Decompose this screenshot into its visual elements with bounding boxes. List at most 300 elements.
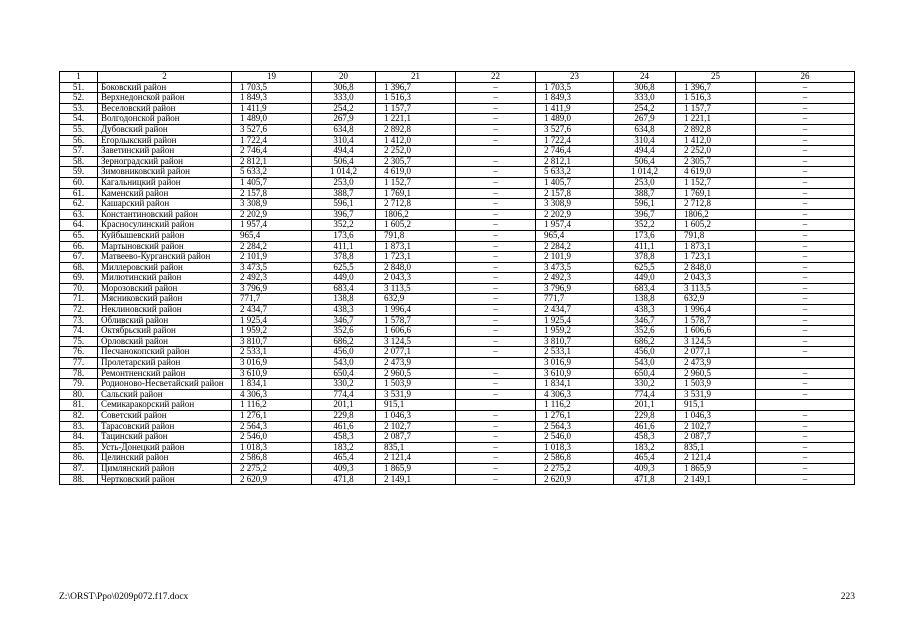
table-cell: 1 221,1	[676, 114, 756, 125]
table-cell: 52.	[60, 93, 98, 104]
table-cell: 411,1	[312, 241, 376, 252]
table-cell: 201,1	[312, 400, 376, 411]
table-cell: 2 492,3	[232, 273, 312, 284]
table-row	[60, 421, 855, 432]
table-cell: 346,7	[312, 315, 376, 326]
table-cell	[456, 358, 536, 369]
table-cell: 3 810,7	[232, 336, 312, 347]
table-cell: 1 996,4	[376, 305, 456, 316]
table-cell: 1 834,1	[232, 379, 312, 390]
table-cell: 1 411,9	[232, 103, 312, 114]
table-cell: –	[456, 283, 536, 294]
table-cell: 4 619,0	[376, 167, 456, 178]
table-cell: 78.	[60, 368, 98, 379]
table-cell: 915,1	[376, 400, 456, 411]
table-cell: 409,3	[312, 463, 376, 474]
table-cell: 2 546,0	[232, 432, 312, 443]
table-cell: 650,4	[312, 368, 376, 379]
table-cell: –	[456, 252, 536, 263]
table-cell: 1 276,1	[536, 411, 614, 422]
table-header-row	[60, 72, 855, 83]
table-cell: –	[456, 315, 536, 326]
table-cell: –	[756, 326, 855, 337]
table-cell: 1 723,1	[676, 252, 756, 263]
table-cell: 330,2	[614, 379, 676, 390]
table-cell: 2 960,5	[376, 368, 456, 379]
table-cell: –	[456, 220, 536, 231]
table-cell: 2 284,2	[232, 241, 312, 252]
district-name-cell: Волгодонской район	[98, 114, 232, 125]
table-body	[60, 72, 855, 485]
table-cell: –	[756, 156, 855, 167]
table-row	[60, 230, 855, 241]
table-cell: 54.	[60, 114, 98, 125]
table-cell: 3 796,9	[536, 283, 614, 294]
table-row	[60, 167, 855, 178]
table-cell: 4 306,3	[232, 389, 312, 400]
table-cell: 1 578,7	[676, 315, 756, 326]
table-cell: 61.	[60, 188, 98, 199]
table-cell: 84.	[60, 432, 98, 443]
header-cell: 26	[756, 72, 855, 83]
table-cell: 1 396,7	[676, 82, 756, 93]
table-cell: 60.	[60, 177, 98, 188]
table-cell: 267,9	[312, 114, 376, 125]
table-cell: 73.	[60, 315, 98, 326]
table-cell: 1 925,4	[536, 315, 614, 326]
table-cell: 388,7	[312, 188, 376, 199]
table-cell: 87.	[60, 463, 98, 474]
table-cell: 51.	[60, 82, 98, 93]
table-cell: 2 121,4	[676, 453, 756, 464]
table-cell: 2 746,4	[536, 146, 614, 157]
table-cell: –	[456, 156, 536, 167]
district-name-cell: Ремонтненский район	[98, 368, 232, 379]
table-cell: 1 157,7	[376, 103, 456, 114]
district-name-cell: Заветинский район	[98, 146, 232, 157]
table-cell: 2 043,3	[676, 273, 756, 284]
table-cell: 1 014,2	[312, 167, 376, 178]
table-cell: 458,3	[312, 432, 376, 443]
table-cell: –	[456, 273, 536, 284]
table-cell: 2 077,1	[376, 347, 456, 358]
table-cell: 683,4	[312, 283, 376, 294]
table-row	[60, 305, 855, 316]
district-name-cell: Дубовский район	[98, 124, 232, 135]
table-cell: –	[456, 379, 536, 390]
table-cell: –	[456, 241, 536, 252]
table-cell: 1 018,3	[536, 442, 614, 453]
table-row	[60, 114, 855, 125]
table-cell: 634,8	[614, 124, 676, 135]
table-row	[60, 389, 855, 400]
table-cell	[456, 400, 536, 411]
table-cell: 686,2	[312, 336, 376, 347]
table-cell: 1 503,9	[376, 379, 456, 390]
table-cell: 59.	[60, 167, 98, 178]
table-cell: 3 016,9	[536, 358, 614, 369]
table-cell: 2 564,3	[232, 421, 312, 432]
table-cell: 1 996,4	[676, 305, 756, 316]
table-cell: 62.	[60, 199, 98, 210]
district-name-cell: Верхнедонской район	[98, 93, 232, 104]
table-cell: 2 087,7	[376, 432, 456, 443]
table-cell: 2 620,9	[232, 474, 312, 485]
table-cell: –	[756, 188, 855, 199]
table-cell: 1 276,1	[232, 411, 312, 422]
table-cell: 333,0	[312, 93, 376, 104]
table-cell: 3 124,5	[376, 336, 456, 347]
table-cell: 1 959,2	[536, 326, 614, 337]
table-cell: –	[456, 442, 536, 453]
table-row	[60, 294, 855, 305]
district-name-cell: Сальский район	[98, 389, 232, 400]
district-name-cell: Цимлянский район	[98, 463, 232, 474]
table-cell: 1 723,1	[376, 252, 456, 263]
table-row	[60, 453, 855, 464]
table-cell: 494,4	[614, 146, 676, 157]
table-cell: 2 960,5	[676, 368, 756, 379]
header-cell: 23	[536, 72, 614, 83]
table-cell: 449,0	[312, 273, 376, 284]
table-cell: 1 769,1	[676, 188, 756, 199]
table-row	[60, 463, 855, 474]
table-cell: 506,4	[614, 156, 676, 167]
table-cell: 625,5	[312, 262, 376, 273]
table-cell: 330,2	[312, 379, 376, 390]
table-cell: 2 812,1	[232, 156, 312, 167]
table-cell: –	[756, 82, 855, 93]
table-cell: 396,7	[312, 209, 376, 220]
table-cell: 306,8	[312, 82, 376, 93]
table-cell: 791,8	[376, 230, 456, 241]
district-name-cell: Мартыновский район	[98, 241, 232, 252]
table-cell: 2 305,7	[376, 156, 456, 167]
table-cell: 3 113,5	[676, 283, 756, 294]
table-row	[60, 220, 855, 231]
table-cell: 352,2	[614, 220, 676, 231]
table-cell: –	[456, 336, 536, 347]
table-cell: 2 546,0	[536, 432, 614, 443]
table-cell: 229,8	[312, 411, 376, 422]
table-cell: 74.	[60, 326, 98, 337]
table-cell: 1 722,4	[232, 135, 312, 146]
district-name-cell: Зерноградский район	[98, 156, 232, 167]
table-cell: 2 586,8	[536, 453, 614, 464]
table-cell: 835,1	[676, 442, 756, 453]
table-cell: 229,8	[614, 411, 676, 422]
table-cell: –	[456, 421, 536, 432]
table-cell: –	[756, 114, 855, 125]
district-name-cell: Матвеево-Курганский район	[98, 252, 232, 263]
table-cell: 438,3	[312, 305, 376, 316]
table-cell: 64.	[60, 220, 98, 231]
table-cell: 378,8	[312, 252, 376, 263]
table-cell: –	[756, 368, 855, 379]
district-name-cell: Каменский район	[98, 188, 232, 199]
table-cell: 456,0	[614, 347, 676, 358]
table-cell: 458,3	[614, 432, 676, 443]
table-row	[60, 82, 855, 93]
table-cell: 183,2	[614, 442, 676, 453]
table-cell: 1 516,3	[376, 93, 456, 104]
table-cell: 3 016,9	[232, 358, 312, 369]
district-name-cell: Егорлыкский район	[98, 135, 232, 146]
table-cell: –	[456, 167, 536, 178]
table-cell: 2 252,0	[376, 146, 456, 157]
table-cell: 2 492,3	[536, 273, 614, 284]
district-name-cell: Тарасовский район	[98, 421, 232, 432]
table-cell: 1 957,4	[536, 220, 614, 231]
table-cell: –	[756, 379, 855, 390]
table-cell: –	[756, 241, 855, 252]
table-cell: 2 434,7	[232, 305, 312, 316]
table-cell: 267,9	[614, 114, 676, 125]
table-row	[60, 199, 855, 210]
table-row	[60, 252, 855, 263]
table-cell: 2 202,9	[232, 209, 312, 220]
table-cell: 2 848,0	[376, 262, 456, 273]
table-cell: 2 434,7	[536, 305, 614, 316]
table-cell: 55.	[60, 124, 98, 135]
table-cell	[756, 358, 855, 369]
table-cell: –	[456, 93, 536, 104]
district-name-cell: Милютинский район	[98, 273, 232, 284]
table-cell: 2 473,9	[376, 358, 456, 369]
table-cell: 1 152,7	[376, 177, 456, 188]
table-cell: 173,6	[312, 230, 376, 241]
table-cell: 1 503,9	[676, 379, 756, 390]
district-name-cell: Боковский район	[98, 82, 232, 93]
table-cell: 1 703,5	[232, 82, 312, 93]
table-row	[60, 124, 855, 135]
table-cell: 471,8	[312, 474, 376, 485]
table-cell: –	[756, 474, 855, 485]
table-cell: 1 606,6	[676, 326, 756, 337]
table-cell: 596,1	[614, 199, 676, 210]
table-cell: 138,8	[614, 294, 676, 305]
district-name-cell: Морозовский район	[98, 283, 232, 294]
header-cell: 22	[456, 72, 536, 83]
table-cell: 63.	[60, 209, 98, 220]
table-cell: 465,4	[312, 453, 376, 464]
table-cell: 438,3	[614, 305, 676, 316]
table-cell: 1 018,3	[232, 442, 312, 453]
data-table	[59, 71, 855, 485]
table-cell: 1 865,9	[376, 463, 456, 474]
district-name-cell: Куйбышевский район	[98, 230, 232, 241]
header-cell: 2	[98, 72, 232, 83]
table-cell: 3 473,5	[232, 262, 312, 273]
table-cell: 2 892,8	[676, 124, 756, 135]
district-name-cell: Орловский район	[98, 336, 232, 347]
table-cell: –	[456, 209, 536, 220]
table-cell: 69.	[60, 273, 98, 284]
header-cell: 20	[312, 72, 376, 83]
table-cell: 378,8	[614, 252, 676, 263]
table-cell: 72.	[60, 305, 98, 316]
district-name-cell: Усть-Донецкий район	[98, 442, 232, 453]
district-name-cell: Пролетарский район	[98, 358, 232, 369]
district-name-cell: Красносулинский район	[98, 220, 232, 231]
table-cell: 85.	[60, 442, 98, 453]
table-cell: 2 101,9	[232, 252, 312, 263]
table-row	[60, 411, 855, 422]
table-row	[60, 315, 855, 326]
table-cell: 2 275,2	[536, 463, 614, 474]
table-row	[60, 368, 855, 379]
table-cell: –	[756, 453, 855, 464]
table-cell: 3 610,9	[536, 368, 614, 379]
table-cell: 2 746,4	[232, 146, 312, 157]
table-cell: –	[756, 167, 855, 178]
table-cell: 449,0	[614, 273, 676, 284]
table-row	[60, 400, 855, 411]
table-cell: 1 606,6	[376, 326, 456, 337]
district-name-cell: Веселовский район	[98, 103, 232, 114]
table-cell: 310,4	[614, 135, 676, 146]
table-cell: 791,8	[676, 230, 756, 241]
table-cell: 346,7	[614, 315, 676, 326]
table-row	[60, 135, 855, 146]
table-cell: 1 959,2	[232, 326, 312, 337]
district-name-cell: Неклиновский район	[98, 305, 232, 316]
table-cell: –	[456, 453, 536, 464]
table-cell: 5 633,2	[232, 167, 312, 178]
table-cell: 1 605,2	[376, 220, 456, 231]
table-row	[60, 93, 855, 104]
table-cell: –	[756, 93, 855, 104]
table-cell: 771,7	[536, 294, 614, 305]
table-cell: –	[756, 220, 855, 231]
table-cell: –	[456, 103, 536, 114]
table-cell: 5 633,2	[536, 167, 614, 178]
table-cell: 915,1	[676, 400, 756, 411]
district-name-cell: Миллеровский район	[98, 262, 232, 273]
table-cell: 1 925,4	[232, 315, 312, 326]
table-cell: 461,6	[312, 421, 376, 432]
district-name-cell: Советский район	[98, 411, 232, 422]
district-name-cell: Обливский район	[98, 315, 232, 326]
table-cell: –	[456, 262, 536, 273]
table-cell: –	[756, 411, 855, 422]
table-row	[60, 347, 855, 358]
table-cell: –	[756, 336, 855, 347]
table-cell: 56.	[60, 135, 98, 146]
table-cell: 2 077,1	[676, 347, 756, 358]
table-cell: 411,1	[614, 241, 676, 252]
table-cell: 2 620,9	[536, 474, 614, 485]
table-cell: 388,7	[614, 188, 676, 199]
table-cell: 965,4	[232, 230, 312, 241]
table-cell: 1 412,0	[376, 135, 456, 146]
table-cell: –	[456, 368, 536, 379]
table-cell: 1 865,9	[676, 463, 756, 474]
table-cell: 543,0	[312, 358, 376, 369]
table-row	[60, 188, 855, 199]
table-row	[60, 358, 855, 369]
table-cell: 3 113,5	[376, 283, 456, 294]
table-cell: 461,6	[614, 421, 676, 432]
table-cell: 3 610,9	[232, 368, 312, 379]
table-cell: 58.	[60, 156, 98, 167]
table-cell: 2 252,0	[676, 146, 756, 157]
table-cell: 3 308,9	[536, 199, 614, 210]
table-cell: 75.	[60, 336, 98, 347]
table-cell: 1 046,3	[676, 411, 756, 422]
table-cell: –	[756, 135, 855, 146]
table-cell: –	[456, 294, 536, 305]
table-cell: –	[756, 252, 855, 263]
table-cell: 494,4	[312, 146, 376, 157]
table-cell: 1 396,7	[376, 82, 456, 93]
table-cell: 2 473,9	[676, 358, 756, 369]
table-cell: 254,2	[312, 103, 376, 114]
table-cell: 80.	[60, 389, 98, 400]
table-cell: 2 305,7	[676, 156, 756, 167]
table-cell: –	[756, 273, 855, 284]
table-cell: 1 046,3	[376, 411, 456, 422]
table-cell: 253,0	[312, 177, 376, 188]
table-cell: 4 306,3	[536, 389, 614, 400]
table-cell: 65.	[60, 230, 98, 241]
table-cell: 3 527,6	[536, 124, 614, 135]
table-cell: 2 533,1	[232, 347, 312, 358]
table-cell: –	[456, 411, 536, 422]
table-cell: –	[456, 230, 536, 241]
table-cell: 543,0	[614, 358, 676, 369]
table-cell: –	[756, 421, 855, 432]
table-row	[60, 474, 855, 485]
table-cell: –	[456, 114, 536, 125]
table-cell: 1 873,1	[676, 241, 756, 252]
table-cell: 2 157,8	[232, 188, 312, 199]
table-cell: 88.	[60, 474, 98, 485]
table-cell: –	[456, 389, 536, 400]
district-name-cell: Кашарский район	[98, 199, 232, 210]
table-cell: 82.	[60, 411, 98, 422]
table-cell: 506,4	[312, 156, 376, 167]
table-cell: 253,0	[614, 177, 676, 188]
table-cell: 683,4	[614, 283, 676, 294]
table-cell: 138,8	[312, 294, 376, 305]
table-cell: 3 308,9	[232, 199, 312, 210]
table-cell: –	[456, 474, 536, 485]
district-name-cell: Тацинский район	[98, 432, 232, 443]
table-cell: 2 586,8	[232, 453, 312, 464]
table-cell: –	[456, 124, 536, 135]
table-cell: 71.	[60, 294, 98, 305]
table-cell: 471,8	[614, 474, 676, 485]
table-cell: –	[456, 463, 536, 474]
table-cell: 1 221,1	[376, 114, 456, 125]
table-cell: 771,7	[232, 294, 312, 305]
table-cell: 2 102,7	[376, 421, 456, 432]
table-cell: 774,4	[312, 389, 376, 400]
table-cell: –	[456, 188, 536, 199]
table-row	[60, 177, 855, 188]
table-cell: 632,9	[376, 294, 456, 305]
table-cell: 53.	[60, 103, 98, 114]
table-row	[60, 241, 855, 252]
table-cell	[756, 400, 855, 411]
footer-file-path: Z:\ORST\Ppo\0209p072.f17.docx	[59, 592, 189, 602]
table-cell: 2 087,7	[676, 432, 756, 443]
district-name-cell: Чертковский район	[98, 474, 232, 485]
district-name-cell: Родионово-Несветайский район	[98, 379, 232, 390]
table-cell: 2 892,8	[376, 124, 456, 135]
table-cell: 2 275,2	[232, 463, 312, 474]
